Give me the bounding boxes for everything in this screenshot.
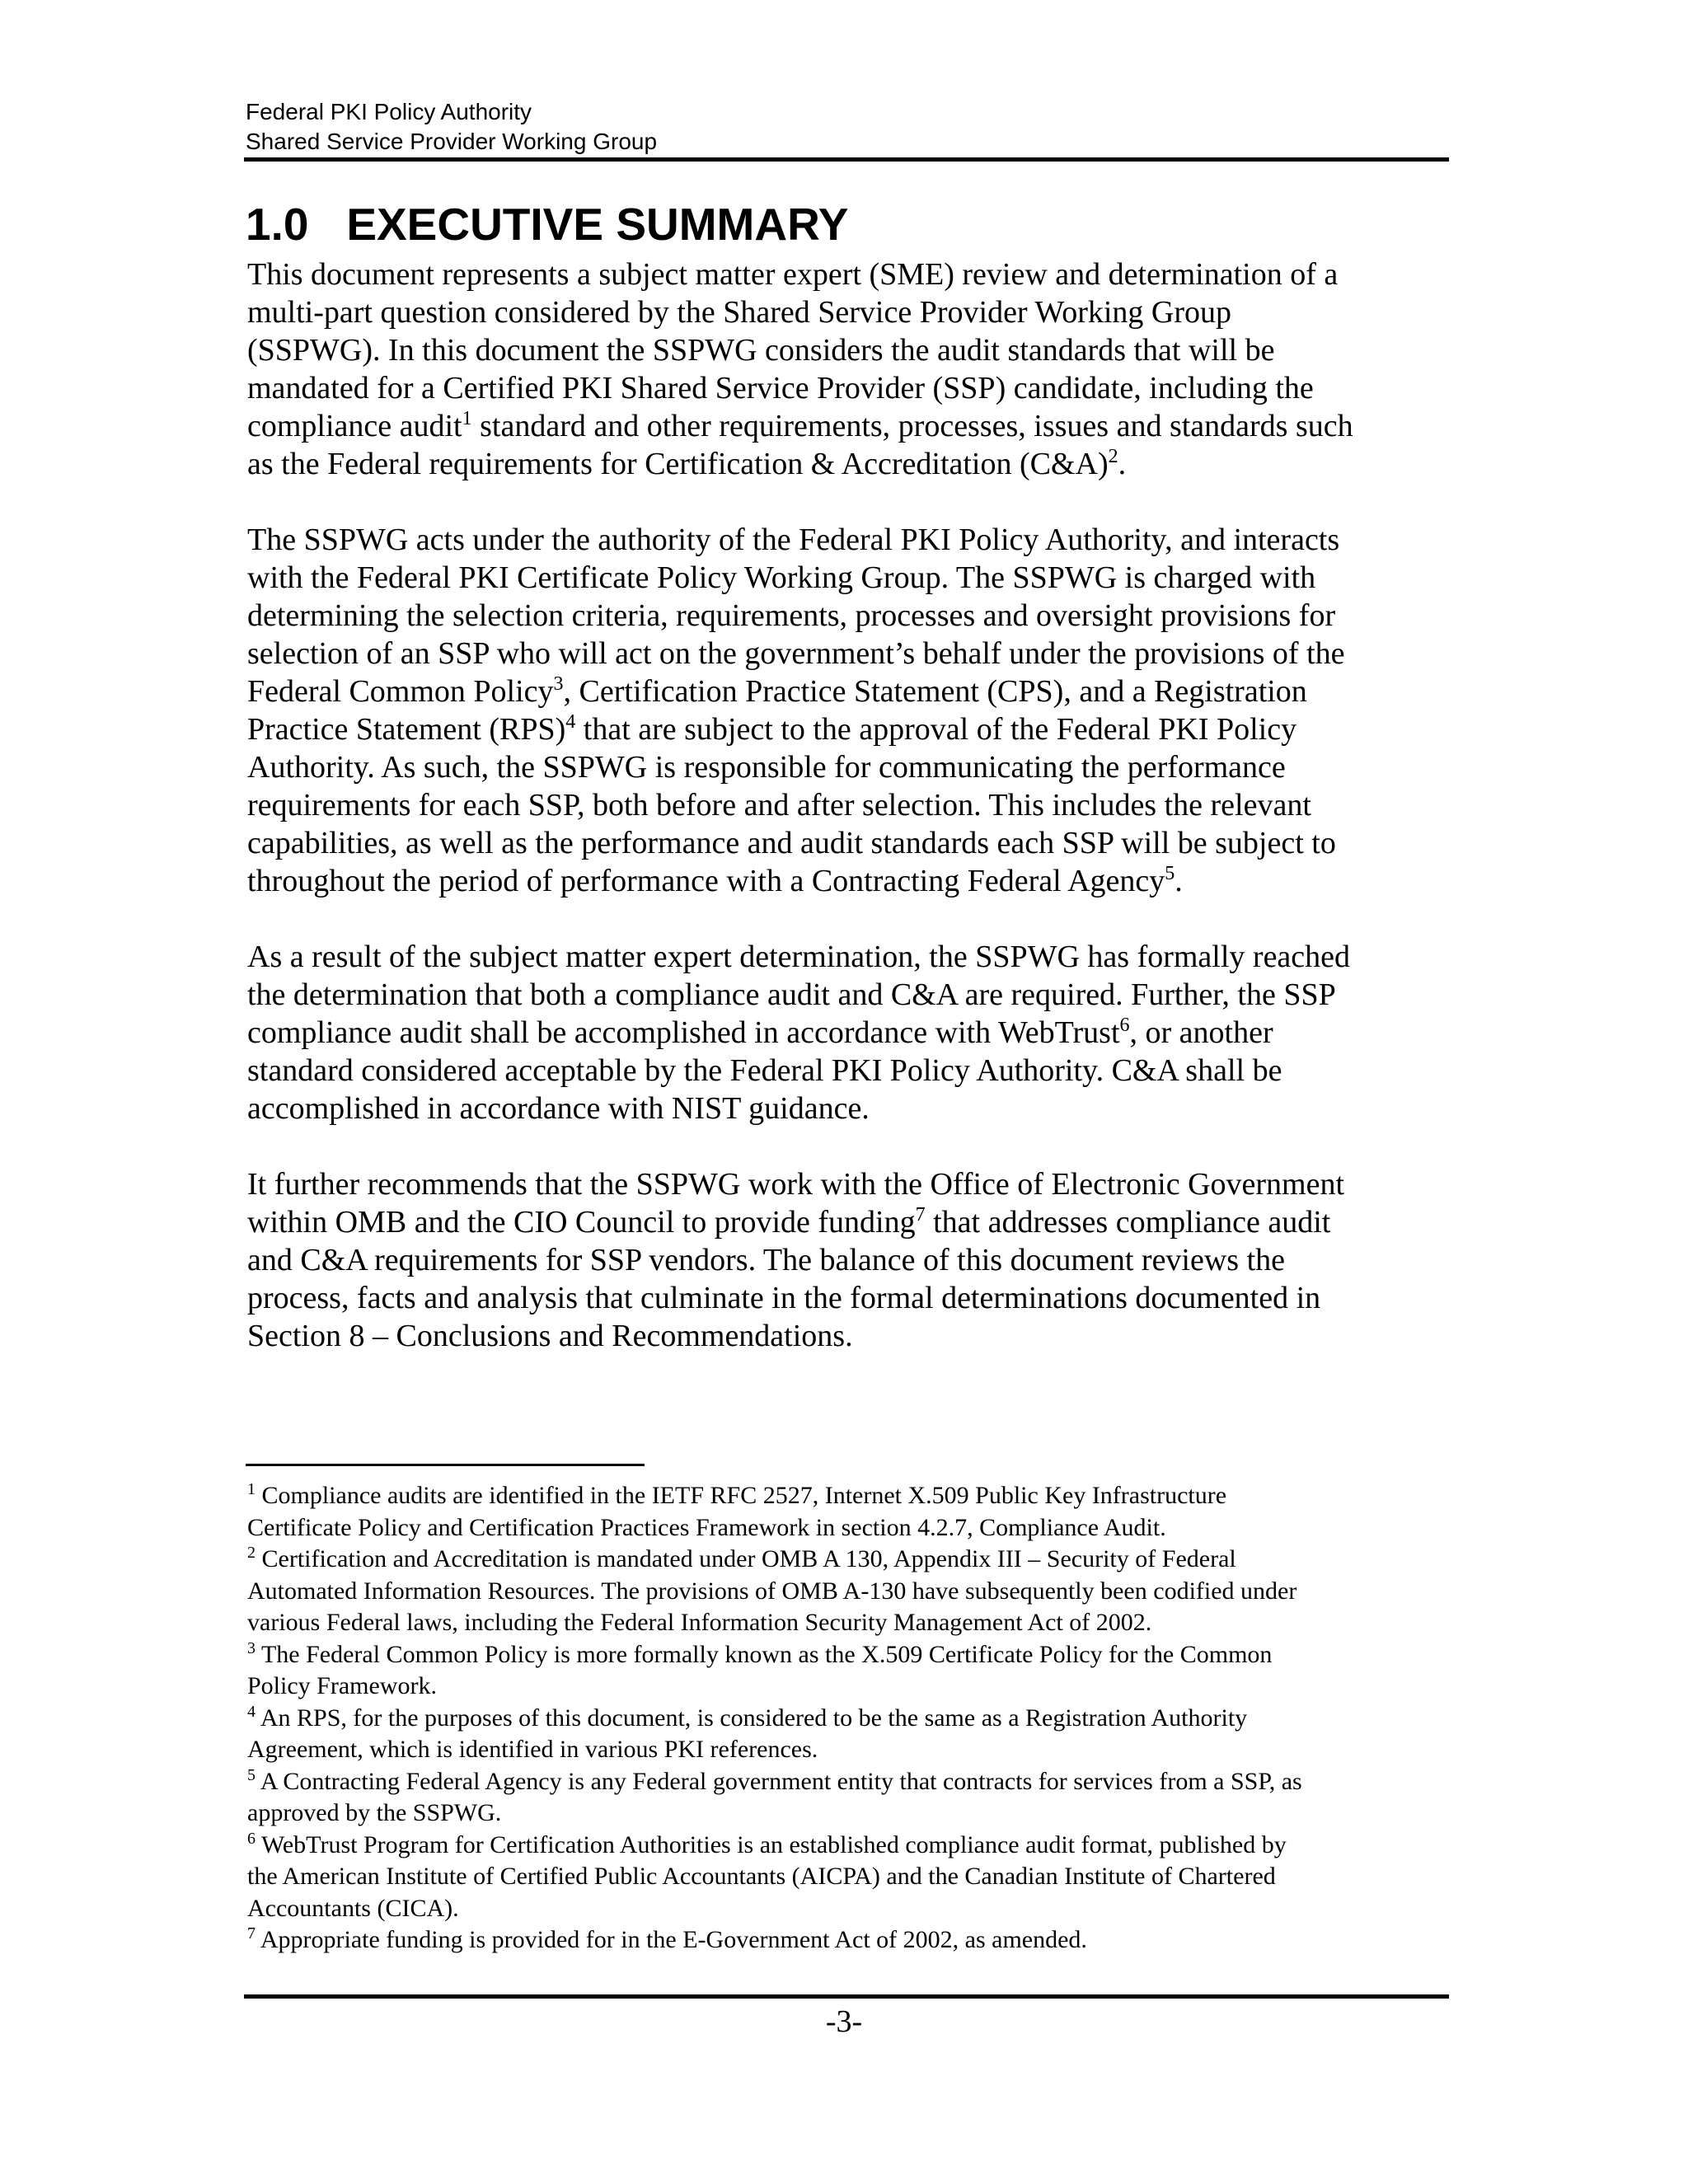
text-line: approved by the SSPWG. [247, 1799, 502, 1826]
text-segment: throughout the period of performance with a Contracting Federal Agency [247, 864, 1165, 898]
footnote-2 [247, 1544, 1459, 1639]
paragraph-3 [247, 938, 1459, 1127]
text-line: Authority. As such, the SSPWG is responsible for communicating the performance [247, 750, 1286, 785]
text-line: standard considered acceptable by the Federal PKI Policy Authority. C&A shall be [247, 1053, 1282, 1088]
text-line [247, 1014, 1459, 1052]
text-line: This document represents a subject matter expert (SME) review and determination of a [247, 257, 1339, 292]
footer-rule [244, 1994, 1449, 1999]
footnote-ref-7[interactable]: 7 [915, 1204, 926, 1226]
text-line: process, facts and analysis that culminate in the formal determinations documented in [247, 1281, 1321, 1315]
text-segment: within OMB and the CIO Council to provide funding [247, 1205, 916, 1240]
text-segment: Federal Common Policy [247, 674, 554, 709]
body-text [247, 255, 1459, 1393]
text-segment: as the Federal requirements for Certification & Accreditation (C&A) [247, 447, 1109, 481]
footnote-3 [247, 1639, 1459, 1703]
text-segment: Practice Statement (RPS) [247, 712, 566, 747]
section-heading [246, 191, 848, 257]
text-line: The SSPWG acts under the authority of the Federal PKI Policy Authority, and interacts [247, 523, 1340, 557]
text-line: requirements for each SSP, both before and after selection. This includes the relevant [247, 788, 1311, 823]
footnote-ref-2[interactable]: 2 [1108, 446, 1118, 467]
text-segment: that addresses compliance audit [925, 1205, 1331, 1240]
text-segment: WebTrust Program for Certification Authorities is an established compliance audit format, published by [256, 1830, 1287, 1858]
text-line: Section 8 – Conclusions and Recommendations. [247, 1319, 853, 1353]
text-segment: compliance audit shall be accomplished in accordance with WebTrust [247, 1015, 1120, 1050]
page-number: -3- [825, 2004, 863, 2039]
paragraph-4 [247, 1165, 1459, 1355]
text-line [247, 1924, 1459, 1957]
text-line [247, 862, 1459, 900]
text-line [247, 1480, 1459, 1512]
footnote-7 [247, 1924, 1459, 1957]
running-header [246, 97, 1449, 157]
text-segment: compliance audit [247, 409, 462, 443]
footnote-marker: 2 [247, 1544, 256, 1562]
paragraph-2 [247, 521, 1459, 900]
header-group: Shared Service Provider Working Group [246, 129, 658, 154]
text-segment: , or another [1129, 1015, 1273, 1050]
text-segment: Compliance audits are identified in the IETF RFC 2527, Internet X.509 Public Key Infrastructure [256, 1482, 1227, 1509]
text-line [247, 1766, 1459, 1798]
text-line: the American Institute of Certified Public Accountants (AICPA) and the Canadian Institute of Chartered [247, 1863, 1276, 1890]
text-line: Policy Framework. [247, 1672, 437, 1699]
text-line: determining the selection criteria, requirements, processes and oversight provisions for [247, 598, 1336, 633]
footnote-marker: 4 [247, 1702, 256, 1721]
footnote-6 [247, 1830, 1459, 1925]
footnote-marker: 1 [247, 1480, 256, 1498]
text-segment: . [1175, 864, 1183, 898]
footnote-marker: 6 [247, 1829, 256, 1848]
text-line [247, 1544, 1459, 1576]
footnote-ref-3[interactable]: 3 [553, 673, 564, 695]
text-segment: Certification and Accreditation is mandated under OMB A 130, Appendix III – Security of Federal [256, 1545, 1236, 1572]
footnote-marker: 7 [247, 1924, 256, 1943]
text-line: mandated for a Certified PKI Shared Service Provider (SSP) candidate, including the [247, 371, 1314, 405]
text-line [247, 445, 1459, 483]
footnote-ref-5[interactable]: 5 [1165, 863, 1175, 884]
text-line: selection of an SSP who will act on the government’s behalf under the provisions of the [247, 636, 1345, 671]
text-line: accomplished in accordance with NIST guidance. [247, 1091, 870, 1126]
paragraph-1 [247, 255, 1459, 483]
text-line: Automated Information Resources. The provisions of OMB A-130 have subsequently been codified under [247, 1577, 1297, 1605]
footnote-ref-6[interactable]: 6 [1119, 1015, 1130, 1036]
text-line: (SSPWG). In this document the SSPWG considers the audit standards that will be [247, 333, 1275, 368]
text-line [247, 1639, 1459, 1671]
text-line [247, 673, 1459, 710]
text-segment: An RPS, for the purposes of this document, is considered to be the same as a Registration Authority [256, 1704, 1248, 1732]
footnote-5 [247, 1766, 1459, 1830]
footnote-ref-4[interactable]: 4 [565, 711, 576, 733]
footnote-marker: 3 [247, 1638, 256, 1657]
footnote-ref-1[interactable]: 1 [462, 408, 472, 429]
footnotes [247, 1480, 1459, 1957]
text-line: multi-part question considered by the Shared Service Provider Working Group [247, 295, 1232, 330]
text-line [247, 1203, 1459, 1241]
text-segment: . [1118, 447, 1127, 481]
text-line: capabilities, as well as the performance and audit standards each SSP will be subject to [247, 826, 1336, 860]
text-line [247, 710, 1459, 748]
header-rule [244, 157, 1449, 162]
text-line: various Federal laws, including the Federal Information Security Management Act of 2002. [247, 1609, 1152, 1636]
text-segment: , Certification Practice Statement (CPS), and a Registration [563, 674, 1307, 709]
text-segment: Appropriate funding is provided for in the E-Government Act of 2002, as amended. [256, 1926, 1087, 1953]
text-line [247, 1703, 1459, 1735]
text-segment: A Contracting Federal Agency is any Federal government entity that contracts for services from a SSP, as [256, 1767, 1302, 1795]
section-gap [308, 199, 346, 250]
text-segment: The Federal Common Policy is more formally known as the X.509 Certificate Policy for the Common [256, 1640, 1273, 1668]
footnote-1 [247, 1480, 1459, 1544]
text-line: with the Federal PKI Certificate Policy Working Group. The SSPWG is charged with [247, 560, 1316, 595]
footnote-4 [247, 1703, 1459, 1766]
text-line: It further recommends that the SSPWG work with the Office of Electronic Government [247, 1167, 1345, 1202]
section-number: 1.0 [246, 199, 309, 250]
section-title: EXECUTIVE SUMMARY [346, 199, 849, 250]
text-segment: standard and other requirements, processes, issues and standards such [471, 409, 1353, 443]
text-line: As a result of the subject matter expert determination, the SSPWG has formally reached [247, 940, 1351, 974]
header-org: Federal PKI Policy Authority [246, 99, 532, 124]
text-line [247, 407, 1459, 445]
footnote-marker: 5 [247, 1765, 256, 1784]
text-line: Certificate Policy and Certification Practices Framework in section 4.2.7, Compliance Audit. [247, 1513, 1166, 1541]
text-line [247, 1830, 1459, 1862]
text-line: Agreement, which is identified in various PKI references. [247, 1736, 818, 1763]
text-line: Accountants (CICA). [247, 1894, 459, 1922]
footnote-separator [246, 1464, 645, 1466]
text-line: the determination that both a compliance audit and C&A are required. Further, the SSP [247, 977, 1336, 1012]
text-segment: that are subject to the approval of the Federal PKI Policy [575, 712, 1297, 747]
text-line: and C&A requirements for SSP vendors. The balance of this document reviews the [247, 1243, 1286, 1277]
